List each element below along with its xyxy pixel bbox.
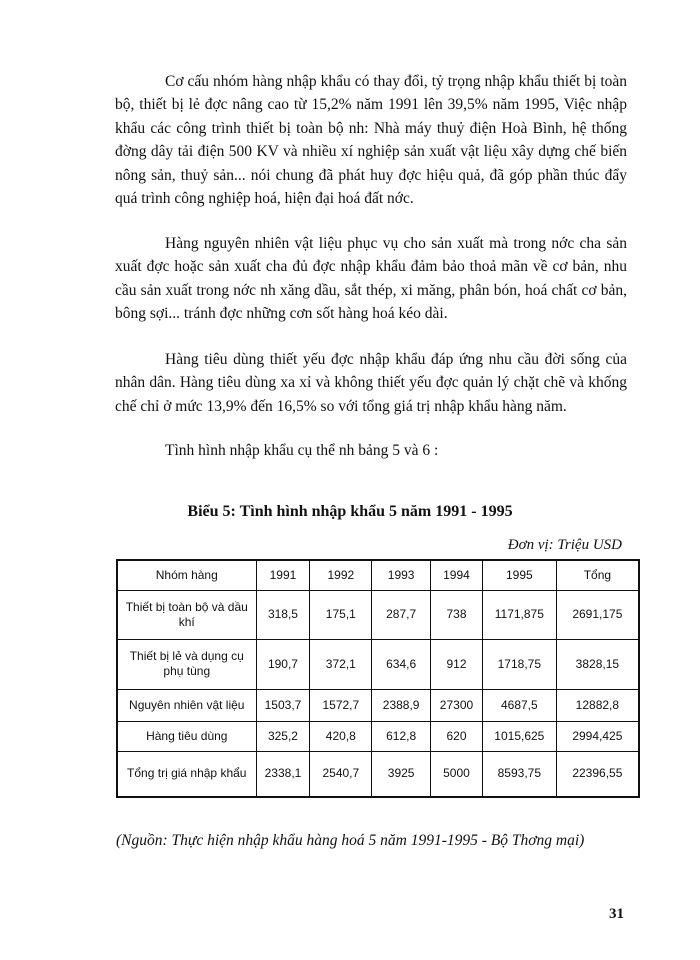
table-cell: 27300 bbox=[431, 689, 483, 721]
table-cell: 3925 bbox=[372, 751, 431, 797]
table-row bbox=[117, 639, 639, 689]
table-cell: 1171,875 bbox=[482, 590, 556, 639]
table-cell: 634,6 bbox=[372, 639, 431, 689]
table-header-cell: 1992 bbox=[310, 560, 372, 590]
table-cell: Thiết bị lẻ và dụng cụ phụ tùng bbox=[117, 639, 256, 689]
table-cell: 318,5 bbox=[256, 590, 310, 639]
table-cell: 12882,8 bbox=[556, 689, 639, 721]
table-cell: 1718,75 bbox=[482, 639, 556, 689]
table-cell: 2388,9 bbox=[372, 689, 431, 721]
table-cell: 738 bbox=[431, 590, 483, 639]
table-header-cell: 1991 bbox=[256, 560, 310, 590]
table-cell: 2994,425 bbox=[556, 721, 639, 751]
source-note: (Nguồn: Thực hiện nhập khẩu hàng hoá 5 năm 1991-1995 - Bộ Thơng mại) bbox=[116, 832, 585, 849]
import-table bbox=[116, 559, 640, 798]
table-cell: 612,8 bbox=[372, 721, 431, 751]
table-cell: 22396,55 bbox=[556, 751, 639, 797]
table-cell: 5000 bbox=[431, 751, 483, 797]
paragraph-3-text: Hàng tiêu dùng thiết yếu đợc nhập khẩu đáp ứng nhu cầu đời sống của nhân dân. Hàng tiêu dùng xa xỉ và không thiết yếu đợc quản lý chặt chẽ và khống chế chỉ ở mức 13,9% đến 16,5% so với tổng giá trị nhập khẩu hàng năm. bbox=[115, 351, 627, 415]
table-cell: 620 bbox=[431, 721, 483, 751]
table-cell: Thiết bị toàn bộ và dầu khí bbox=[117, 590, 256, 639]
table-row bbox=[117, 721, 639, 751]
table-cell: Hàng tiêu dùng bbox=[117, 721, 256, 751]
table-cell: 2338,1 bbox=[256, 751, 310, 797]
paragraph-1-text: Cơ cấu nhóm hàng nhập khẩu có thay đổi, tỷ trọng nhập khẩu thiết bị toàn bộ, thiết bị lẻ đợc nâng cao từ 15,2% năm 1991 lên 39,5% năm 1995, Việc nhập khẩu các công trình thiết bị toàn bộ nh: Nhà máy thuỷ điện Hoà Bình, hệ thống đờng dây tải điện 500 KV và nhiều xí nghiệp sản xuất vật liệu xây dựng chế biến nông sản, thuỷ sản... nói chung đã phát huy đợc hiệu quả, đã góp phần thúc đẩy quá trình công nghiệp hoá, hiện đại hoá đất nớc. bbox=[115, 73, 627, 208]
paragraph-2-text: Hàng nguyên nhiên vật liệu phục vụ cho sản xuất mà trong nớc cha sản xuất đợc hoặc sản xuất cha đủ đợc nhập khẩu đảm bảo thoả mãn về cơ bản, nhu cầu sản xuất trong nớc nh xăng dầu, sắt thép, xi măng, phân bón, hoá chất cơ bản, bông sợi... tránh đợc những cơn sốt hàng hoá kéo dài. bbox=[115, 235, 627, 323]
table-cell: 1503,7 bbox=[256, 689, 310, 721]
table-cell: 287,7 bbox=[372, 590, 431, 639]
table-header-cell: Nhóm hàng bbox=[117, 560, 256, 590]
table-cell: 3828,15 bbox=[556, 639, 639, 689]
table-cell: 175,1 bbox=[310, 590, 372, 639]
table-cell: Nguyên nhiên vật liệu bbox=[117, 689, 256, 721]
table-cell: 2540,7 bbox=[310, 751, 372, 797]
table-cell: 2691,175 bbox=[556, 590, 639, 639]
table-header-cell: Tổng bbox=[556, 560, 639, 590]
paragraph-3 bbox=[115, 348, 627, 418]
table-cell: 912 bbox=[431, 639, 483, 689]
table-cell: Tổng trị giá nhập khẩu bbox=[117, 751, 256, 797]
table-cell: 420,8 bbox=[310, 721, 372, 751]
table-title: Biểu 5: Tình hình nhập khẩu 5 năm 1991 - 1995 bbox=[187, 503, 513, 520]
unit-label: Đơn vị: Triệu USD bbox=[507, 537, 622, 553]
table-cell: 325,2 bbox=[256, 721, 310, 751]
table-row bbox=[117, 689, 639, 721]
paragraph-1 bbox=[115, 70, 627, 210]
table-cell: 4687,5 bbox=[482, 689, 556, 721]
table-header-cell: 1995 bbox=[482, 560, 556, 590]
table-header-cell: 1993 bbox=[372, 560, 431, 590]
table-header-row bbox=[117, 560, 639, 590]
paragraph-4: Tình hình nhập khẩu cụ thể nh bảng 5 và 6 : bbox=[165, 442, 439, 459]
table-cell: 8593,75 bbox=[482, 751, 556, 797]
table-cell: 1015,625 bbox=[482, 721, 556, 751]
table-cell: 372,1 bbox=[310, 639, 372, 689]
table-header-cell: 1994 bbox=[431, 560, 483, 590]
paragraph-2 bbox=[115, 232, 627, 326]
table-row bbox=[117, 751, 639, 797]
table-cell: 1572,7 bbox=[310, 689, 372, 721]
page-number: 31 bbox=[609, 906, 624, 922]
table-cell: 190,7 bbox=[256, 639, 310, 689]
table-row bbox=[117, 590, 639, 639]
